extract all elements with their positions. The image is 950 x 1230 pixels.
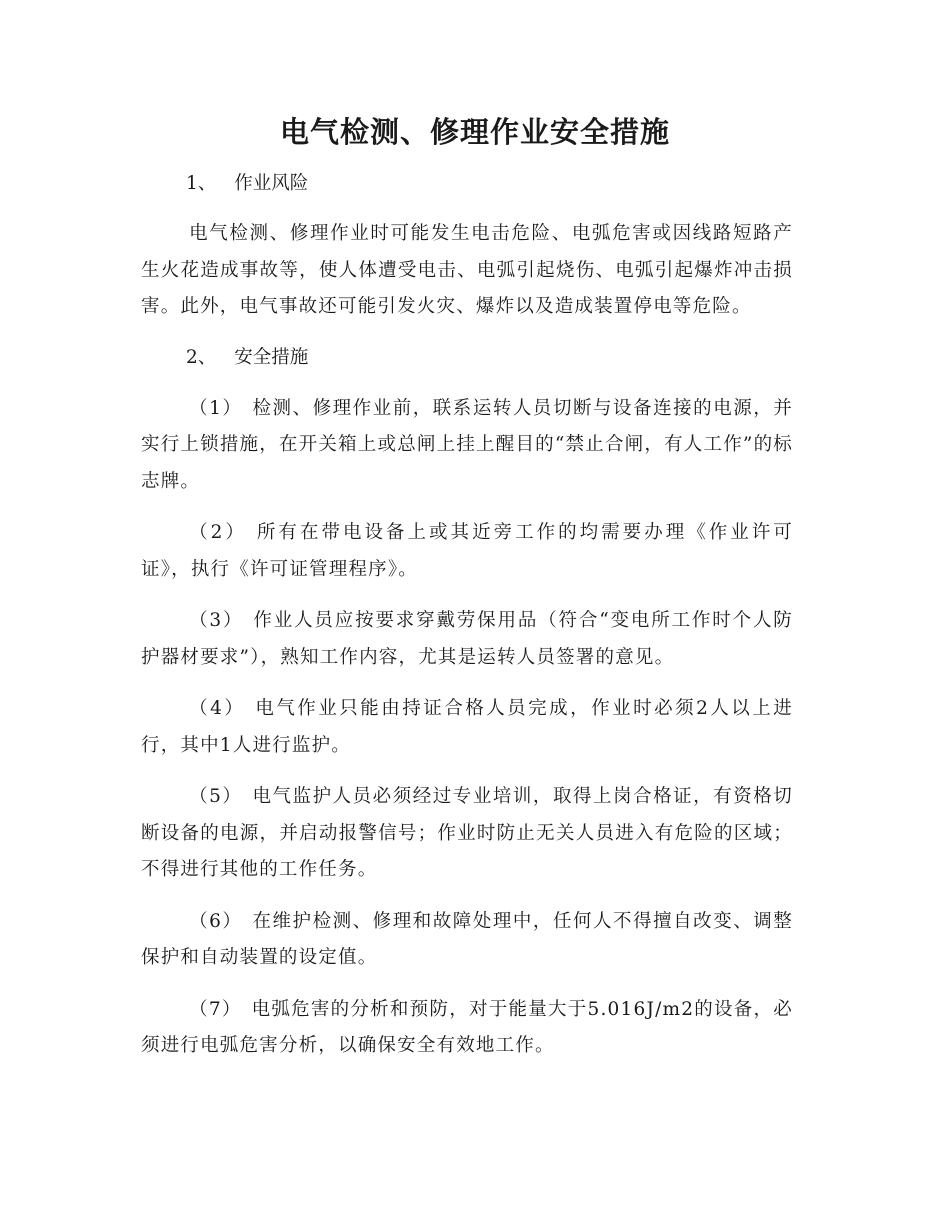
- section-1-heading: [141, 166, 793, 202]
- measure-item-4-label: （4）: [189, 698, 246, 719]
- measure-item-5: [141, 779, 793, 889]
- measure-item-5-text: 电气监护人员必须经过专业培训，取得上岗合格证，有资格切断设备的电源，并启动报警信号；作业时防止无关人员进入有危险的区域；不得进行其他的工作任务。: [141, 786, 794, 880]
- measure-item-6-label: （6）: [189, 910, 243, 932]
- section-2-heading: [141, 340, 793, 376]
- document-body: [141, 166, 793, 1065]
- measure-item-4: [141, 691, 793, 764]
- measure-item-7: [141, 992, 793, 1065]
- measure-item-3-label: （3）: [189, 610, 244, 631]
- measure-item-1: [141, 391, 793, 501]
- measure-item-7-text: 电弧危害的分析和预防，对于能量大于5.016J/m2的设备，必须进行电弧危害分析，以确保安全有效地工作。: [141, 998, 793, 1056]
- measure-item-6-text: 在维护检测、修理和故障处理中，任何人不得擅自改变、调整保护和自动装置的设定值。: [141, 910, 794, 968]
- measure-item-7-label: （7）: [189, 998, 242, 1020]
- section-1-number: 1、: [186, 173, 217, 194]
- section-2-number: 2、: [186, 346, 217, 368]
- measure-item-6: [141, 904, 793, 977]
- document-title: 电气检测、修理作业安全措施: [279, 115, 670, 149]
- section-1-title: 作业风险: [234, 173, 309, 194]
- measure-item-3: [141, 603, 793, 676]
- section-1-paragraph: 电气检测、修理作业时可能发生电击危险、电弧危害或因线路短路产生火花造成事故等，使人体遭受电击、电弧引起烧伤、电弧引起爆炸冲击损害。此外，电气事故还可能引发火灾、爆炸以及造成装置停电等危险。: [141, 223, 793, 317]
- measure-item-4-text: 电气作业只能由持证合格人员完成，作业时必须2人以上进行，其中1人进行监护。: [141, 698, 793, 756]
- measure-item-2-text: 所有在带电设备上或其近旁工作的均需要办理《作业许可证》，执行《许可证管理程序》。: [141, 522, 793, 580]
- measure-item-2: [141, 515, 793, 588]
- measure-item-2-label: （2）: [189, 522, 247, 543]
- section-2-title: 安全措施: [234, 346, 309, 368]
- measure-item-3-text: 作业人员应按要求穿戴劳保用品（符合“变电所工作时个人防护器材要求”），熟知工作内容，尤其是运转人员签署的意见。: [141, 610, 793, 668]
- measure-item-1-text: 检测、修理作业前，联系运转人员切断与设备连接的电源，并实行上锁措施，在开关箱上或总闸上挂上醒目的“禁止合闸，有人工作”的标志牌。: [141, 397, 794, 492]
- measure-item-5-label: （5）: [189, 786, 243, 807]
- measure-item-1-label: （1）: [189, 397, 243, 419]
